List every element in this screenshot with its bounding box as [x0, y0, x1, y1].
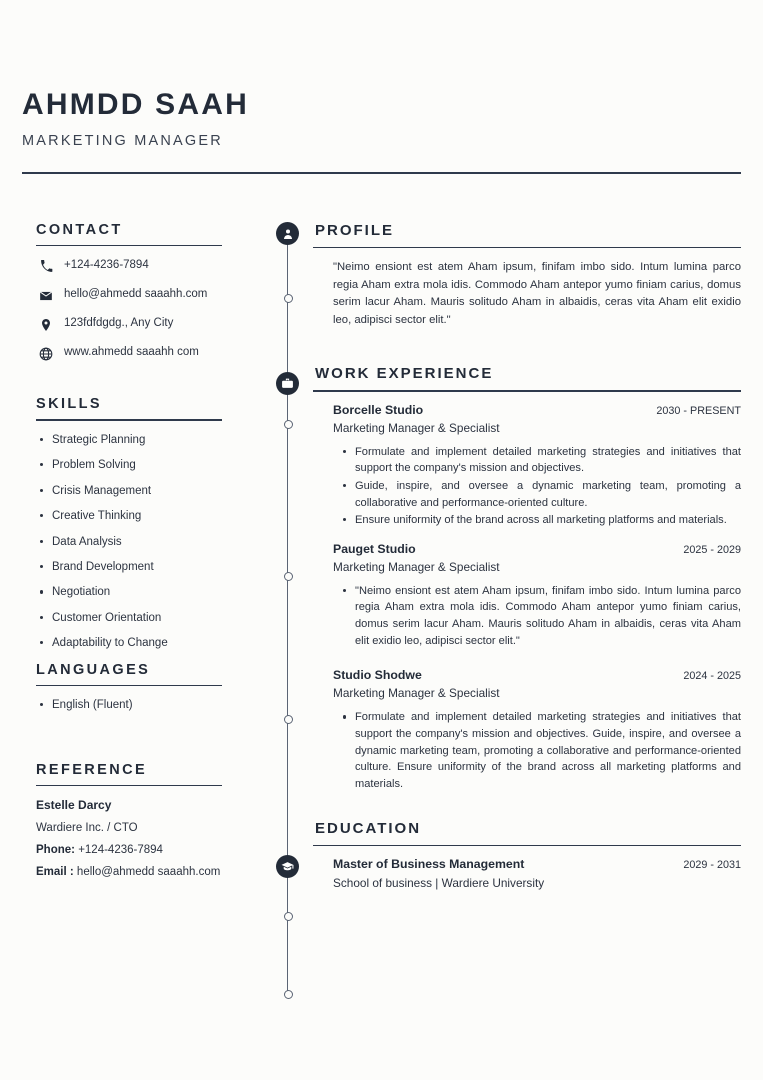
person-badge-icon	[276, 222, 299, 245]
list-item: Customer Orientation	[36, 611, 242, 626]
reference-heading: REFERENCE	[36, 761, 148, 778]
list-item: Creative Thinking	[36, 509, 242, 524]
list-item: Crisis Management	[36, 484, 242, 499]
job-date: 2030 - PRESENT	[656, 404, 741, 417]
job-role: Marketing Manager & Specialist	[333, 420, 500, 435]
work-experience-divider	[313, 390, 741, 391]
reference-section	[36, 762, 242, 878]
languages-heading: LANGUAGES	[36, 661, 151, 678]
languages-section	[36, 662, 242, 713]
job-bullets	[333, 583, 741, 650]
contact-website-text: www.ahmedd saaahh com	[64, 346, 199, 359]
skills-list	[36, 433, 242, 651]
contact-item-phone	[36, 258, 242, 274]
job-company: Pauget Studio	[333, 541, 416, 556]
profile-text: "Neimo ensiont est atem Aham ipsum, finifam imbo sido. Intum lumina parco regia Aham extra mola idis. Commodo Aham antepor yumo finiam carius, domus serim lacur Aham. Mauris solitudo Aham in albaidis, ceras vita Aham elit exidio leo, adipisci sector elit."	[333, 261, 741, 326]
timeline-dot	[284, 420, 293, 429]
timeline-dot	[284, 715, 293, 724]
education-school: School of business | Wardiere University	[333, 875, 545, 890]
job-role: Marketing Manager & Specialist	[333, 686, 500, 701]
left-column	[36, 222, 242, 888]
education-divider	[313, 845, 741, 846]
work-experience-section	[313, 365, 741, 792]
job-title-subtitle: MARKETING MANAGER	[22, 133, 223, 149]
list-item: Negotiation	[36, 585, 242, 600]
skills-heading: SKILLS	[36, 396, 102, 413]
work-experience-heading: WORK EXPERIENCE	[315, 365, 494, 383]
job-bullets	[333, 444, 741, 529]
list-item: Problem Solving	[36, 458, 242, 473]
list-item: Brand Development	[36, 560, 242, 575]
contact-email-text: hello@ahmedd saaahh.com	[64, 288, 208, 301]
profile-section	[313, 222, 741, 329]
languages-divider	[36, 685, 222, 686]
education-degree: Master of Business Management	[333, 856, 525, 871]
list-item: Strategic Planning	[36, 433, 242, 448]
reference-phone-value: +124-4236-7894	[78, 843, 163, 856]
reference-phone	[36, 844, 242, 856]
timeline-dot	[284, 990, 293, 999]
contact-address-text: 123fdfdgdg., Any City	[64, 317, 174, 330]
contact-item-website	[36, 345, 242, 361]
contact-item-address	[36, 316, 242, 332]
job-bullets	[333, 709, 741, 792]
timeline-line	[287, 240, 288, 996]
skills-divider	[36, 419, 222, 420]
reference-name: Estelle Darcy	[36, 797, 112, 812]
resume-header	[22, 88, 741, 149]
job-date: 2025 - 2029	[683, 543, 741, 556]
reference-company: Wardiere Inc. / CTO	[36, 821, 138, 834]
job-entry	[333, 403, 741, 529]
profile-heading: PROFILE	[315, 222, 395, 239]
reference-email-label: Email :	[36, 865, 74, 878]
profile-divider	[313, 247, 741, 248]
timeline-dot	[284, 572, 293, 581]
list-item: Ensure uniformity of the brand across all marketing platforms and materials.	[355, 512, 741, 529]
languages-list	[36, 698, 242, 713]
contact-phone-text: +124-4236-7894	[64, 259, 149, 272]
reference-phone-label: Phone:	[36, 843, 75, 856]
job-company: Borcelle Studio	[333, 402, 424, 417]
envelope-icon	[36, 288, 56, 303]
education-heading: EDUCATION	[315, 819, 422, 837]
globe-icon	[36, 346, 56, 361]
contact-item-email	[36, 287, 242, 303]
list-item: English (Fluent)	[36, 698, 242, 713]
reference-divider	[36, 785, 222, 786]
header-divider	[22, 172, 741, 174]
job-entry	[333, 668, 741, 792]
timeline-dot	[284, 912, 293, 921]
location-pin-icon	[36, 317, 56, 332]
education-date: 2029 - 2031	[683, 858, 741, 871]
contact-divider	[36, 245, 222, 246]
reference-email	[36, 866, 242, 878]
graduation-cap-icon	[276, 855, 299, 878]
job-role: Marketing Manager & Specialist	[333, 559, 500, 574]
skills-section	[36, 396, 242, 651]
list-item: Data Analysis	[36, 535, 242, 550]
list-item: "Neimo ensiont est atem Aham ipsum, finifam imbo sido. Intum lumina parco regia Aham extra mola idis. Commodo Aham antepor yumo finiam carius, domus serim lacur Aham. Mauris solitudo Aham in albaidis, ceras vita Aham elit exidio leo, adipisci sector elit."	[355, 583, 741, 650]
job-entry	[333, 542, 741, 650]
list-item: Guide, inspire, and oversee a dynamic marketing team, promoting a collaborative and performance-oriented culture.	[355, 478, 741, 511]
job-date: 2024 - 2025	[683, 670, 741, 683]
list-item: Formulate and implement detailed marketing strategies and initiatives that support the company's mission and objectives. Guide, inspire, and oversee a dynamic marketing team, promoting a collaborative and performance-oriented culture. Ensure uniformity of the brand across all marketing platforms and materials.	[355, 709, 741, 792]
page-title: AHMDD SAAH	[22, 88, 249, 121]
education-entry	[333, 857, 741, 890]
list-item: Adaptability to Change	[36, 636, 242, 651]
timeline-rail	[276, 222, 300, 1012]
briefcase-icon	[276, 372, 299, 395]
reference-email-value: hello@ahmedd saaahh.com	[76, 865, 221, 878]
contact-section	[36, 222, 242, 361]
list-item: Formulate and implement detailed marketing strategies and initiatives that support the company's mission and objectives.	[355, 444, 741, 477]
job-company: Studio Shodwe	[333, 668, 422, 683]
right-column	[313, 222, 741, 890]
education-section	[313, 820, 741, 890]
timeline-dot	[284, 294, 293, 303]
contact-heading: CONTACT	[36, 222, 123, 238]
phone-icon	[36, 259, 56, 274]
